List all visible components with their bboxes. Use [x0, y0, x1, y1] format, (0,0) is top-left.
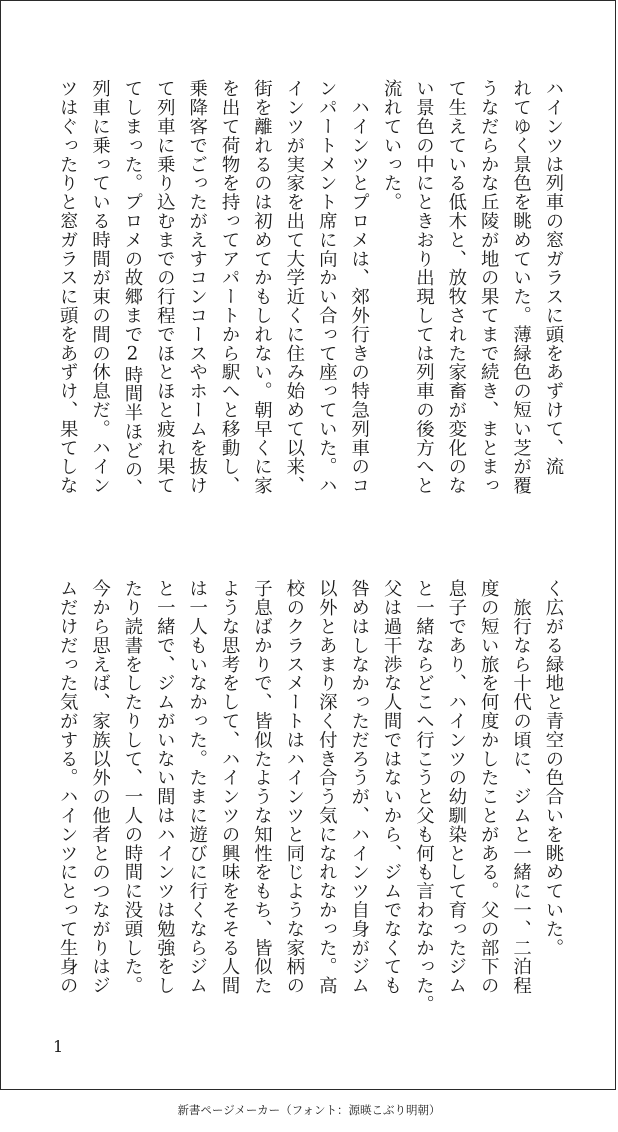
page-number: 1 — [53, 1037, 64, 1056]
text-block-top: ハインツは列車の窓ガラスに頭をあずけて、流 れてゆく景色を眺めていた。薄緑色の短い芝が覆 うなだらかな丘陵が地の果てまで続き、まとまっ て生えている低木と、放牧された家畜が変化のな い景色の中にときおり出現しては列車の後方へと 流れていった。 ハインツとプロメは、郊外行きの特急列車のコ ンパートメント席に向かい合って座っていた。ハ インツが実家を出て大学近くに住み始めて以来、 街を離れるのは初めてかもしれない。朝早くに家 を出て荷物を持ってアパートから駅へと移動し、 乗降客でごったがえすコンコースやホームを抜け て列車に乗り込むまでの行程でほとほと疲れ果て てしまった。プロメの故郷まで2時間半ほどの、 列車に乗っている時間が束の間の休息だ。ハイン ツはぐったりと窓ガラスに頭をあずけ、果てしな — [57, 79, 564, 498]
footer-credit: 新書ページメーカー（フォント：源暎こぶり明朝） — [177, 1103, 441, 1117]
text-block-bottom: く広がる緑地と青空の色合いを眺めていた。 旅行なら十代の頃に、ジムと一緒に一、二泊程 度の短い旅を何度かしたことがある。父の部下の 息子であり、ハインツの幼馴染として育ったジム と一緒ならどこへ行こうと父も何も言わなかった。 父は過干渉な人間ではないから、ジムでなくても 咎めはしなかっただろうが、ハインツ自身がジム 以外とあまり深く付き合う気になれなかった。高 校のクラスメートはハインツと同じような家柄の 子息ばかりで、皆似たような知性をもち、皆似た ような思考をして、ハインツの興味をそそる人間 は一人もいなかった。たまに遊びに行くならジム と一緒で、ジムがいない間はハインツは勉強をし たり読書をしたりして、一人の時間に没頭した。 今から思えば、家族以外の他者とのつながりはジ ムだけだった気がする。ハインツにとって生身の — [57, 579, 564, 1014]
